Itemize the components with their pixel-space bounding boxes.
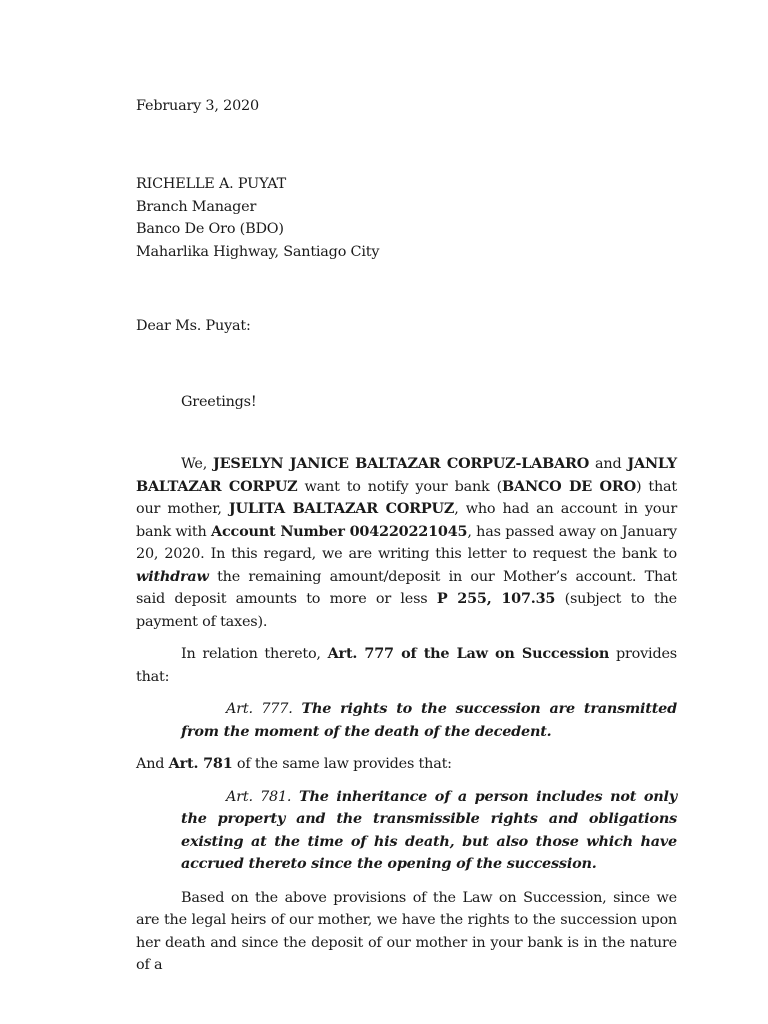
heir-name-1: JESELYN JANICE BALTAZAR CORPUZ-LABARO bbox=[213, 455, 590, 472]
text-run: and bbox=[589, 456, 628, 472]
text-run: want to notify your bank ( bbox=[297, 478, 503, 495]
text-run: We, bbox=[181, 456, 214, 472]
greeting: Greetings! bbox=[181, 394, 257, 410]
text-run: provides that: bbox=[136, 646, 677, 685]
text-run: ) that our mother, bbox=[136, 478, 678, 517]
salutation: Dear Ms. Puyat: bbox=[136, 318, 251, 334]
paragraph-art777-intro bbox=[136, 643, 677, 688]
quote-article-label: Art. 781. bbox=[226, 788, 292, 805]
recipient-address: Maharlika Highway, Santiago City bbox=[136, 243, 380, 260]
quote-text: The inheritance of a person includes not only the property and the transmissible rights and obligations existing at the time of his death, but also those which have accrued thereto since the opening of the succession. bbox=[181, 787, 677, 872]
law-reference: Art. 777 of the Law on Succession bbox=[327, 645, 610, 662]
account-number: Account Number 004220221045 bbox=[211, 522, 468, 540]
decedent-name: JULITA BALTAZAR CORPUZ bbox=[228, 500, 455, 517]
deposit-amount: P 255, 107.35 bbox=[436, 590, 556, 607]
heir-name-2: JANLY BALTAZAR CORPUZ bbox=[136, 455, 677, 495]
text-run: the remaining amount/deposit in our Mother’s account. That said deposit amounts to more or less bbox=[136, 568, 677, 607]
quote-text: The rights to the succession are transmitted from the moment of the death of the decedent. bbox=[181, 700, 678, 740]
paragraph-legal-heirs: Based on the above provisions of the Law on Succession, since we are the legal heirs of our mother, we have the rights to the succession upon her death and since the deposit of our mother in your bank is in the nature of a bbox=[136, 889, 677, 973]
recipient-title: Branch Manager bbox=[136, 198, 257, 215]
paragraph-notification bbox=[136, 453, 677, 633]
paragraph-art781-intro bbox=[136, 753, 677, 776]
letter-date: February 3, 2020 bbox=[136, 98, 259, 114]
law-reference: Art. 781 bbox=[168, 755, 233, 772]
text-run: In relation thereto, bbox=[181, 646, 328, 662]
text-run: (subject to the payment of taxes). bbox=[136, 591, 677, 630]
recipient-address-block bbox=[136, 173, 379, 263]
withdraw-emphasis: withdraw bbox=[136, 567, 209, 585]
letter-content bbox=[136, 95, 678, 973]
text-run: And bbox=[136, 756, 169, 772]
text-run: , has passed away on January 20, 2020. In this regard, we are writing this letter to request the bank to bbox=[136, 523, 677, 562]
bank-name: BANCO DE ORO bbox=[502, 477, 636, 495]
text-run: , who had an account in your bank with bbox=[136, 501, 677, 540]
text-run: of the same law provides that: bbox=[232, 756, 452, 772]
letter-body bbox=[136, 453, 677, 977]
quote-article-label: Art. 777. bbox=[226, 701, 293, 717]
recipient-name: RICHELLE A. PUYAT bbox=[136, 176, 287, 192]
quote-art781 bbox=[181, 786, 677, 876]
recipient-bank: Banco De Oro (BDO) bbox=[136, 221, 284, 237]
quote-art777 bbox=[181, 698, 677, 743]
